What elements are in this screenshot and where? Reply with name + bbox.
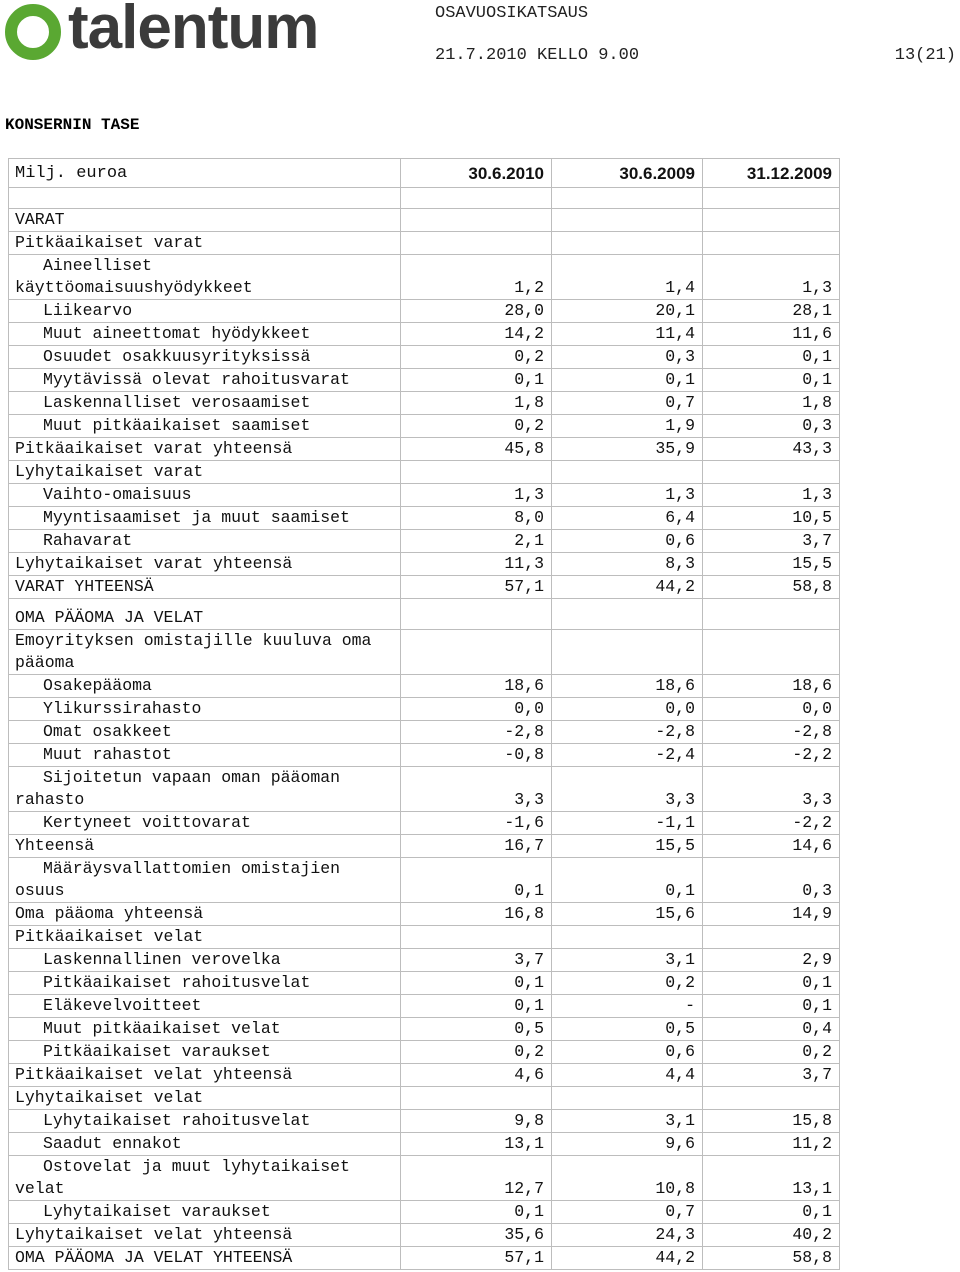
value-2009-06: 0,3 bbox=[552, 346, 703, 369]
value-2009-06: 0,0 bbox=[552, 698, 703, 721]
value-2009-12: -2,2 bbox=[703, 744, 840, 767]
company-logo bbox=[4, 0, 354, 62]
value-2009-06: 44,2 bbox=[552, 576, 703, 599]
table-row bbox=[9, 484, 840, 507]
balance-sheet-table bbox=[8, 158, 840, 1270]
header-col-2009-06: 30.6.2009 bbox=[552, 159, 703, 188]
value-2009-12: 10,5 bbox=[703, 507, 840, 530]
row-label: Pitkäaikaiset varat bbox=[9, 232, 401, 255]
value-2009-06: 6,4 bbox=[552, 507, 703, 530]
value-2009-06: 0,7 bbox=[552, 392, 703, 415]
value-2010-06: 57,1 bbox=[401, 576, 552, 599]
table-row bbox=[9, 255, 840, 300]
value-2010-06: 0,5 bbox=[401, 1018, 552, 1041]
table-row bbox=[9, 209, 840, 232]
value-2010-06: 9,8 bbox=[401, 1110, 552, 1133]
value-2009-12: 15,8 bbox=[703, 1110, 840, 1133]
table-row bbox=[9, 232, 840, 255]
value-2009-12 bbox=[703, 209, 840, 232]
value-2010-06: 0,1 bbox=[401, 858, 552, 903]
value-2009-12: 11,6 bbox=[703, 323, 840, 346]
row-label: Muut rahastot bbox=[9, 744, 401, 767]
row-label: OMA PÄÄOMA JA VELAT bbox=[9, 599, 401, 630]
row-label: Lyhytaikaiset varaukset bbox=[9, 1201, 401, 1224]
table-row bbox=[9, 698, 840, 721]
value-2010-06 bbox=[401, 1087, 552, 1110]
table-row bbox=[9, 1110, 840, 1133]
row-label: Pitkäaikaiset varat yhteensä bbox=[9, 438, 401, 461]
row-label: Rahavarat bbox=[9, 530, 401, 553]
row-label: OMA PÄÄOMA JA VELAT YHTEENSÄ bbox=[9, 1247, 401, 1270]
row-label: Myyntisaamiset ja muut saamiset bbox=[9, 507, 401, 530]
value-2009-06 bbox=[552, 461, 703, 484]
value-2009-12: 15,5 bbox=[703, 553, 840, 576]
value-2009-06: 1,4 bbox=[552, 255, 703, 300]
value-2010-06: 0,1 bbox=[401, 972, 552, 995]
value-2009-12: 40,2 bbox=[703, 1224, 840, 1247]
value-2010-06: 0,1 bbox=[401, 1201, 552, 1224]
row-label: Pitkäaikaiset velat yhteensä bbox=[9, 1064, 401, 1087]
row-label: Yhteensä bbox=[9, 835, 401, 858]
table-row bbox=[9, 1201, 840, 1224]
logo-text: talentum bbox=[68, 0, 319, 62]
value-2009-06: 15,5 bbox=[552, 835, 703, 858]
value-2009-12: 28,1 bbox=[703, 300, 840, 323]
row-label: Pitkäaikaiset velat bbox=[9, 926, 401, 949]
value-2009-12: 1,3 bbox=[703, 255, 840, 300]
table-row bbox=[9, 1133, 840, 1156]
row-label: Emoyrityksen omistajille kuuluva oma pääoma bbox=[9, 630, 401, 675]
value-2009-06: 0,1 bbox=[552, 369, 703, 392]
value-2010-06: -1,6 bbox=[401, 812, 552, 835]
value-2010-06: 0,1 bbox=[401, 369, 552, 392]
row-label: Laskennallinen verovelka bbox=[9, 949, 401, 972]
table-row bbox=[9, 1018, 840, 1041]
value-2009-12: 0,1 bbox=[703, 346, 840, 369]
row-label: Lyhytaikaiset rahoitusvelat bbox=[9, 1110, 401, 1133]
row-label: Oma pääoma yhteensä bbox=[9, 903, 401, 926]
row-label: VARAT bbox=[9, 209, 401, 232]
value-2010-06 bbox=[401, 188, 552, 209]
value-2009-06 bbox=[552, 926, 703, 949]
row-label: Ostovelat ja muut lyhytaikaiset velat bbox=[9, 1156, 401, 1201]
value-2009-12: 18,6 bbox=[703, 675, 840, 698]
row-label: Omat osakkeet bbox=[9, 721, 401, 744]
table-row bbox=[9, 835, 840, 858]
value-2009-06: 44,2 bbox=[552, 1247, 703, 1270]
value-2010-06: 16,8 bbox=[401, 903, 552, 926]
table-row bbox=[9, 392, 840, 415]
value-2010-06: 57,1 bbox=[401, 1247, 552, 1270]
value-2009-12: 58,8 bbox=[703, 1247, 840, 1270]
value-2010-06: 12,7 bbox=[401, 1156, 552, 1201]
table-row bbox=[9, 1156, 840, 1201]
row-label: Kertyneet voittovarat bbox=[9, 812, 401, 835]
table-row bbox=[9, 323, 840, 346]
value-2010-06 bbox=[401, 599, 552, 630]
table-row bbox=[9, 675, 840, 698]
value-2009-06: 3,3 bbox=[552, 767, 703, 812]
value-2009-06: 0,1 bbox=[552, 858, 703, 903]
row-label: Pitkäaikaiset rahoitusvelat bbox=[9, 972, 401, 995]
row-label: Lyhytaikaiset velat bbox=[9, 1087, 401, 1110]
value-2010-06: 14,2 bbox=[401, 323, 552, 346]
value-2010-06: 3,7 bbox=[401, 949, 552, 972]
value-2009-06: 15,6 bbox=[552, 903, 703, 926]
value-2010-06 bbox=[401, 926, 552, 949]
value-2010-06 bbox=[401, 209, 552, 232]
row-label bbox=[9, 188, 401, 209]
row-label: Myytävissä olevat rahoitusvarat bbox=[9, 369, 401, 392]
value-2009-12: 11,2 bbox=[703, 1133, 840, 1156]
value-2009-06: -2,4 bbox=[552, 744, 703, 767]
value-2009-12: 0,1 bbox=[703, 972, 840, 995]
value-2009-06: 0,6 bbox=[552, 530, 703, 553]
table-row bbox=[9, 926, 840, 949]
value-2010-06 bbox=[401, 461, 552, 484]
value-2010-06: -2,8 bbox=[401, 721, 552, 744]
row-label: Vaihto-omaisuus bbox=[9, 484, 401, 507]
row-label: Lyhytaikaiset velat yhteensä bbox=[9, 1224, 401, 1247]
value-2009-12: 1,8 bbox=[703, 392, 840, 415]
value-2009-12: 14,9 bbox=[703, 903, 840, 926]
value-2009-12 bbox=[703, 926, 840, 949]
row-label: Osakepääoma bbox=[9, 675, 401, 698]
table-row bbox=[9, 507, 840, 530]
value-2009-12: -2,2 bbox=[703, 812, 840, 835]
table-row bbox=[9, 369, 840, 392]
table-row bbox=[9, 461, 840, 484]
value-2010-06: 1,8 bbox=[401, 392, 552, 415]
value-2009-12: 13,1 bbox=[703, 1156, 840, 1201]
table-row bbox=[9, 744, 840, 767]
table-row bbox=[9, 415, 840, 438]
value-2009-12: 3,3 bbox=[703, 767, 840, 812]
table-row bbox=[9, 995, 840, 1018]
header-col-2010-06: 30.6.2010 bbox=[401, 159, 552, 188]
row-label: Pitkäaikaiset varaukset bbox=[9, 1041, 401, 1064]
logo-ring-icon bbox=[4, 2, 62, 60]
value-2009-06: 0,5 bbox=[552, 1018, 703, 1041]
row-label: Eläkevelvoitteet bbox=[9, 995, 401, 1018]
table-row bbox=[9, 1064, 840, 1087]
value-2009-12: 3,7 bbox=[703, 530, 840, 553]
header-unit-label: Milj. euroa bbox=[9, 159, 401, 188]
value-2009-12 bbox=[703, 188, 840, 209]
value-2009-06: 11,4 bbox=[552, 323, 703, 346]
value-2009-06: 24,3 bbox=[552, 1224, 703, 1247]
value-2009-06 bbox=[552, 232, 703, 255]
value-2010-06: 1,2 bbox=[401, 255, 552, 300]
value-2009-06 bbox=[552, 1087, 703, 1110]
table-row bbox=[9, 949, 840, 972]
value-2010-06: 3,3 bbox=[401, 767, 552, 812]
value-2010-06: 45,8 bbox=[401, 438, 552, 461]
table-row bbox=[9, 812, 840, 835]
page-number: 13(21) bbox=[894, 46, 956, 65]
table-row bbox=[9, 721, 840, 744]
row-label: Muut pitkäaikaiset velat bbox=[9, 1018, 401, 1041]
value-2009-06: -1,1 bbox=[552, 812, 703, 835]
row-label: Aineelliset käyttöomaisuushyödykkeet bbox=[9, 255, 401, 300]
value-2009-12: 58,8 bbox=[703, 576, 840, 599]
value-2010-06: 13,1 bbox=[401, 1133, 552, 1156]
table-row bbox=[9, 188, 840, 209]
value-2010-06: 0,1 bbox=[401, 995, 552, 1018]
value-2010-06: 2,1 bbox=[401, 530, 552, 553]
value-2009-12: 0,3 bbox=[703, 858, 840, 903]
value-2009-12 bbox=[703, 232, 840, 255]
table-row bbox=[9, 1224, 840, 1247]
value-2009-06 bbox=[552, 209, 703, 232]
value-2009-12 bbox=[703, 630, 840, 675]
value-2009-06: 10,8 bbox=[552, 1156, 703, 1201]
row-label: Muut pitkäaikaiset saamiset bbox=[9, 415, 401, 438]
value-2009-06: 1,9 bbox=[552, 415, 703, 438]
value-2009-12 bbox=[703, 461, 840, 484]
row-label: Lyhytaikaiset varat yhteensä bbox=[9, 553, 401, 576]
value-2009-06: 1,3 bbox=[552, 484, 703, 507]
row-label: Liikearvo bbox=[9, 300, 401, 323]
value-2009-12: 0,1 bbox=[703, 995, 840, 1018]
table-row bbox=[9, 858, 840, 903]
value-2010-06: 1,3 bbox=[401, 484, 552, 507]
value-2010-06: 0,2 bbox=[401, 346, 552, 369]
table-row bbox=[9, 300, 840, 323]
value-2010-06: 0,2 bbox=[401, 1041, 552, 1064]
table-row bbox=[9, 1247, 840, 1270]
value-2009-06: 18,6 bbox=[552, 675, 703, 698]
row-label: Ylikurssirahasto bbox=[9, 698, 401, 721]
table-row bbox=[9, 1041, 840, 1064]
table-row bbox=[9, 1087, 840, 1110]
value-2009-12: 14,6 bbox=[703, 835, 840, 858]
value-2009-06 bbox=[552, 599, 703, 630]
header-col-2009-12: 31.12.2009 bbox=[703, 159, 840, 188]
value-2009-12: 1,3 bbox=[703, 484, 840, 507]
value-2009-12: 0,1 bbox=[703, 369, 840, 392]
value-2009-12: 0,2 bbox=[703, 1041, 840, 1064]
value-2009-06: 0,2 bbox=[552, 972, 703, 995]
table-row bbox=[9, 972, 840, 995]
value-2010-06 bbox=[401, 232, 552, 255]
value-2010-06: 11,3 bbox=[401, 553, 552, 576]
value-2010-06: 0,2 bbox=[401, 415, 552, 438]
value-2009-06: 8,3 bbox=[552, 553, 703, 576]
value-2009-06 bbox=[552, 630, 703, 675]
value-2009-12: 0,3 bbox=[703, 415, 840, 438]
row-label: VARAT YHTEENSÄ bbox=[9, 576, 401, 599]
row-label: Lyhytaikaiset varat bbox=[9, 461, 401, 484]
value-2010-06: 8,0 bbox=[401, 507, 552, 530]
value-2009-12: 0,0 bbox=[703, 698, 840, 721]
table-row bbox=[9, 630, 840, 675]
value-2010-06 bbox=[401, 630, 552, 675]
value-2009-06: -2,8 bbox=[552, 721, 703, 744]
value-2009-12 bbox=[703, 599, 840, 630]
document-type: OSAVUOSIKATSAUS bbox=[435, 4, 589, 23]
value-2009-06 bbox=[552, 188, 703, 209]
value-2009-12: 3,7 bbox=[703, 1064, 840, 1087]
section-title: KONSERNIN TASE bbox=[5, 116, 140, 134]
value-2009-06: 35,9 bbox=[552, 438, 703, 461]
row-label: Määräysvallattomien omistajien osuus bbox=[9, 858, 401, 903]
table-row bbox=[9, 530, 840, 553]
value-2009-12: 0,1 bbox=[703, 1201, 840, 1224]
row-label: Laskennalliset verosaamiset bbox=[9, 392, 401, 415]
table-header-row bbox=[9, 159, 840, 188]
value-2010-06: 35,6 bbox=[401, 1224, 552, 1247]
table-row bbox=[9, 903, 840, 926]
table-row bbox=[9, 576, 840, 599]
table-row bbox=[9, 438, 840, 461]
value-2010-06: 0,0 bbox=[401, 698, 552, 721]
row-label: Osuudet osakkuusyrityksissä bbox=[9, 346, 401, 369]
value-2010-06: 18,6 bbox=[401, 675, 552, 698]
value-2009-06: 0,6 bbox=[552, 1041, 703, 1064]
value-2009-12: 43,3 bbox=[703, 438, 840, 461]
table-row bbox=[9, 553, 840, 576]
value-2009-12: -2,8 bbox=[703, 721, 840, 744]
value-2009-06: 4,4 bbox=[552, 1064, 703, 1087]
value-2009-06: 20,1 bbox=[552, 300, 703, 323]
table-row bbox=[9, 599, 840, 630]
value-2009-06: 3,1 bbox=[552, 1110, 703, 1133]
value-2009-12 bbox=[703, 1087, 840, 1110]
value-2009-12: 0,4 bbox=[703, 1018, 840, 1041]
value-2010-06: 28,0 bbox=[401, 300, 552, 323]
value-2010-06: -0,8 bbox=[401, 744, 552, 767]
value-2009-12: 2,9 bbox=[703, 949, 840, 972]
value-2009-06: 9,6 bbox=[552, 1133, 703, 1156]
value-2010-06: 4,6 bbox=[401, 1064, 552, 1087]
table-row bbox=[9, 767, 840, 812]
value-2009-06: 3,1 bbox=[552, 949, 703, 972]
table-row bbox=[9, 346, 840, 369]
value-2009-06: 0,7 bbox=[552, 1201, 703, 1224]
value-2009-06: - bbox=[552, 995, 703, 1018]
row-label: Saadut ennakot bbox=[9, 1133, 401, 1156]
release-date-time: 21.7.2010 KELLO 9.00 bbox=[435, 46, 640, 65]
value-2010-06: 16,7 bbox=[401, 835, 552, 858]
row-label: Muut aineettomat hyödykkeet bbox=[9, 323, 401, 346]
row-label: Sijoitetun vapaan oman pääoman rahasto bbox=[9, 767, 401, 812]
